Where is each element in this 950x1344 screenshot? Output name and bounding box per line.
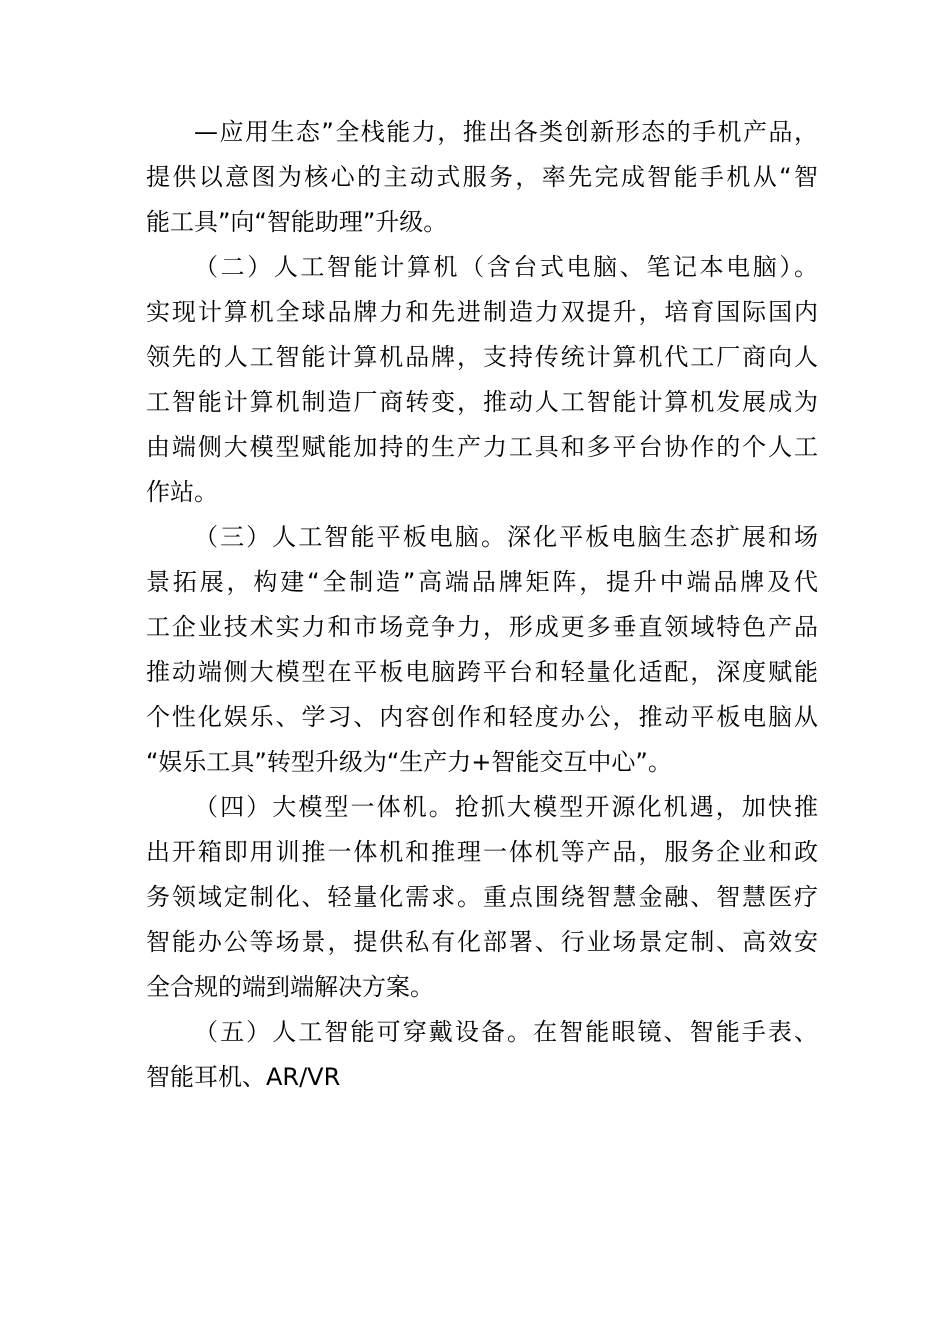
text-line: 工企业技术实力和市场竞争力，形成更多垂直领域特色产品 [146,613,818,641]
text-line: 领先的人工智能计算机品牌，支持传统计算机代工厂商向人 [146,343,818,371]
text-line: 景拓展，构建“全制造”高端品牌矩阵，提升中端品牌及代 [146,568,818,596]
section-heading-line: （五）人工智能可穿戴设备。在智能眼镜、智能手表、 [194,1018,818,1046]
paragraph-ai-computer [146,245,818,515]
text-line: 个性化娱乐、学习、内容创作和轻度办公，推动平板电脑从 [146,703,818,731]
section-heading-line: （三）人工智能平板电脑。深化平板电脑生态扩展和场 [194,523,818,551]
text-line: 全合规的端到端解决方案。 [146,973,434,1001]
paragraph-llm-appliance [146,785,818,1010]
section-heading-line: （四）大模型一体机。抢抓大模型开源化机遇，加快推 [194,793,818,821]
text-line: 提供以意图为核心的主动式服务，率先完成智能手机从“智 [146,163,818,191]
paragraph-ai-tablet [146,515,818,785]
text-line: “娱乐工具”转型升级为“生产力+智能交互中心”。 [146,748,672,776]
text-line: 推动端侧大模型在平板电脑跨平台和轻量化适配，深度赋能 [146,658,818,686]
section-heading-line: （二）人工智能计算机（含台式电脑、笔记本电脑）。 [194,253,818,281]
text-line: 由端侧大模型赋能加持的生产力工具和多平台协作的个人工 [146,433,818,461]
paragraph-ai-wearables [146,1010,818,1100]
text-line: 务领域定制化、轻量化需求。重点围绕智慧金融、智慧医疗 [146,883,818,911]
text-line: 出开箱即用训推一体机和推理一体机等产品，服务企业和政 [146,838,818,866]
text-line: 能工具”向“智能助理”升级。 [146,208,448,236]
text-line: —应用生态”全栈能力，推出各类创新形态的手机产品， [194,118,818,146]
paragraph-smartphone-continued [146,110,818,245]
text-line: 实现计算机全球品牌力和先进制造力双提升，培育国际国内 [146,298,818,326]
text-line: 智能办公等场景，提供私有化部署、行业场景定制、高效安 [146,928,818,956]
document-body [146,110,818,1100]
text-line: 智能耳机、AR/VR [146,1063,341,1091]
text-line: 工智能计算机制造厂商转变，推动人工智能计算机发展成为 [146,388,818,416]
text-line: 作站。 [146,478,218,506]
